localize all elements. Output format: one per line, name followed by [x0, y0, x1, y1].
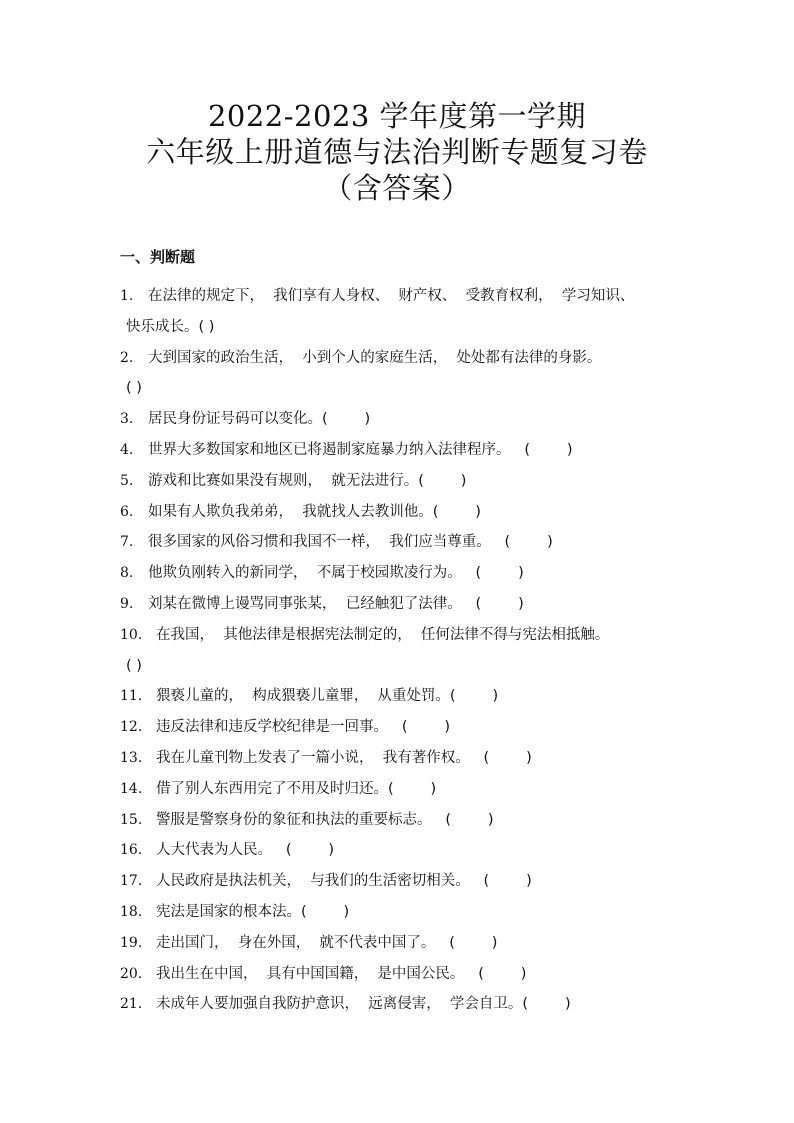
- question-item: [120, 589, 690, 620]
- question-number: 5.: [120, 472, 134, 489]
- question-item: [120, 989, 690, 1020]
- question-text: 警服是警察身份的象征和执法的重要标志。 ( ): [156, 811, 494, 828]
- question-text-continuation: ( ): [126, 657, 142, 674]
- question-number: 15.: [120, 811, 143, 828]
- question-text: 猥亵儿童的， 构成猥亵儿童罪， 从重处罚。( ): [156, 688, 499, 705]
- title-line-answers-note: （含答案）: [323, 171, 471, 205]
- question-number: 20.: [120, 965, 143, 982]
- question-item: [120, 404, 690, 435]
- question-number: 18.: [120, 903, 143, 920]
- question-text: 在我国， 其他法律是根据宪法制定的， 任何法律不得与宪法相抵触。: [156, 626, 610, 643]
- question-text: 如果有人欺负我弟弟， 我就找人去教训他。( ): [148, 503, 481, 520]
- question-item: [120, 743, 690, 774]
- question-item: [120, 558, 690, 589]
- question-text: 居民身份证号码可以变化。( ): [148, 411, 371, 428]
- question-text: 人大代表为人民。 ( ): [156, 842, 335, 859]
- question-item: [120, 527, 690, 558]
- question-number: 16.: [120, 842, 143, 859]
- question-number: 10.: [120, 626, 143, 643]
- question-text: 我在儿童刊物上发表了一篇小说， 我有著作权。 ( ): [156, 749, 532, 766]
- question-item: [120, 897, 690, 928]
- question-item: [120, 466, 690, 497]
- question-text: 他欺负刚转入的新同学， 不属于校园欺凌行为。 ( ): [148, 565, 524, 582]
- question-number: 3.: [120, 411, 134, 428]
- question-item: [120, 774, 690, 805]
- title-block: [0, 98, 794, 206]
- question-text-continuation: 快乐成长。( ): [126, 318, 215, 335]
- question-number: 1.: [120, 288, 134, 304]
- question-text: 人民政府是执法机关， 与我们的生活密切相关。 ( ): [156, 873, 532, 890]
- question-number: 9.: [120, 595, 134, 612]
- title-line-year: 2022-2023 学年度第一学期: [207, 99, 587, 133]
- question-number: 2.: [120, 349, 134, 366]
- question-text: 大到国家的政治生活， 小到个人的家庭生活， 处处都有法律的身影。: [148, 349, 602, 366]
- question-number: 7.: [120, 534, 134, 551]
- question-text: 游戏和比赛如果没有规则， 就无法进行。( ): [148, 472, 467, 489]
- question-text: 走出国门， 身在外国， 就不代表中国了。 ( ): [156, 934, 498, 951]
- question-text: 很多国家的风俗习惯和我国不一样， 我们应当尊重。 ( ): [148, 534, 553, 551]
- question-text: 在法律的规定下， 我们享有人身权、 财产权、 受教育权利， 学习知识、: [148, 288, 635, 304]
- question-text: 世界大多数国家和地区已将遏制家庭暴力纳入法律程序。 ( ): [148, 441, 573, 458]
- question-number: 4.: [120, 441, 134, 458]
- question-number: 14.: [120, 780, 143, 797]
- question-item: [120, 343, 690, 405]
- question-number: 8.: [120, 565, 134, 582]
- question-text: 宪法是国家的根本法。( ): [156, 903, 350, 920]
- question-number: 19.: [120, 934, 143, 951]
- question-text: 违反法律和违反学校纪律是一回事。 ( ): [156, 719, 451, 736]
- question-item: [120, 959, 690, 990]
- question-number: 11.: [120, 688, 143, 705]
- question-item: [120, 835, 690, 866]
- question-number: 6.: [120, 503, 134, 520]
- title-line-subject: 六年级上册道德与法治判断专题复习卷: [146, 135, 648, 169]
- question-item: [120, 681, 690, 712]
- question-number: 21.: [120, 996, 143, 1013]
- question-item: [120, 866, 690, 897]
- question-text-continuation: ( ): [126, 380, 142, 397]
- question-item: [120, 620, 690, 682]
- question-item: [120, 435, 690, 466]
- question-text: 借了别人东西用完了不用及时归还。( ): [156, 780, 437, 797]
- question-item: [120, 805, 690, 836]
- question-number: 17.: [120, 873, 143, 890]
- question-text: 我出生在中国， 具有中国国籍， 是中国公民。 ( ): [156, 965, 527, 982]
- question-item: [120, 712, 690, 743]
- question-number: 12.: [120, 719, 143, 736]
- question-item: [120, 928, 690, 959]
- question-text: 刘某在微博上谩骂同事张某， 已经触犯了法律。 ( ): [148, 595, 524, 612]
- section-heading: 一、判断题: [120, 248, 196, 266]
- question-item: [120, 497, 690, 528]
- question-item: [120, 281, 690, 343]
- question-number: 13.: [120, 749, 143, 766]
- question-list: [120, 281, 690, 1020]
- question-text: 未成年人要加强自我防护意识， 远离侵害， 学会自卫。( ): [156, 996, 571, 1013]
